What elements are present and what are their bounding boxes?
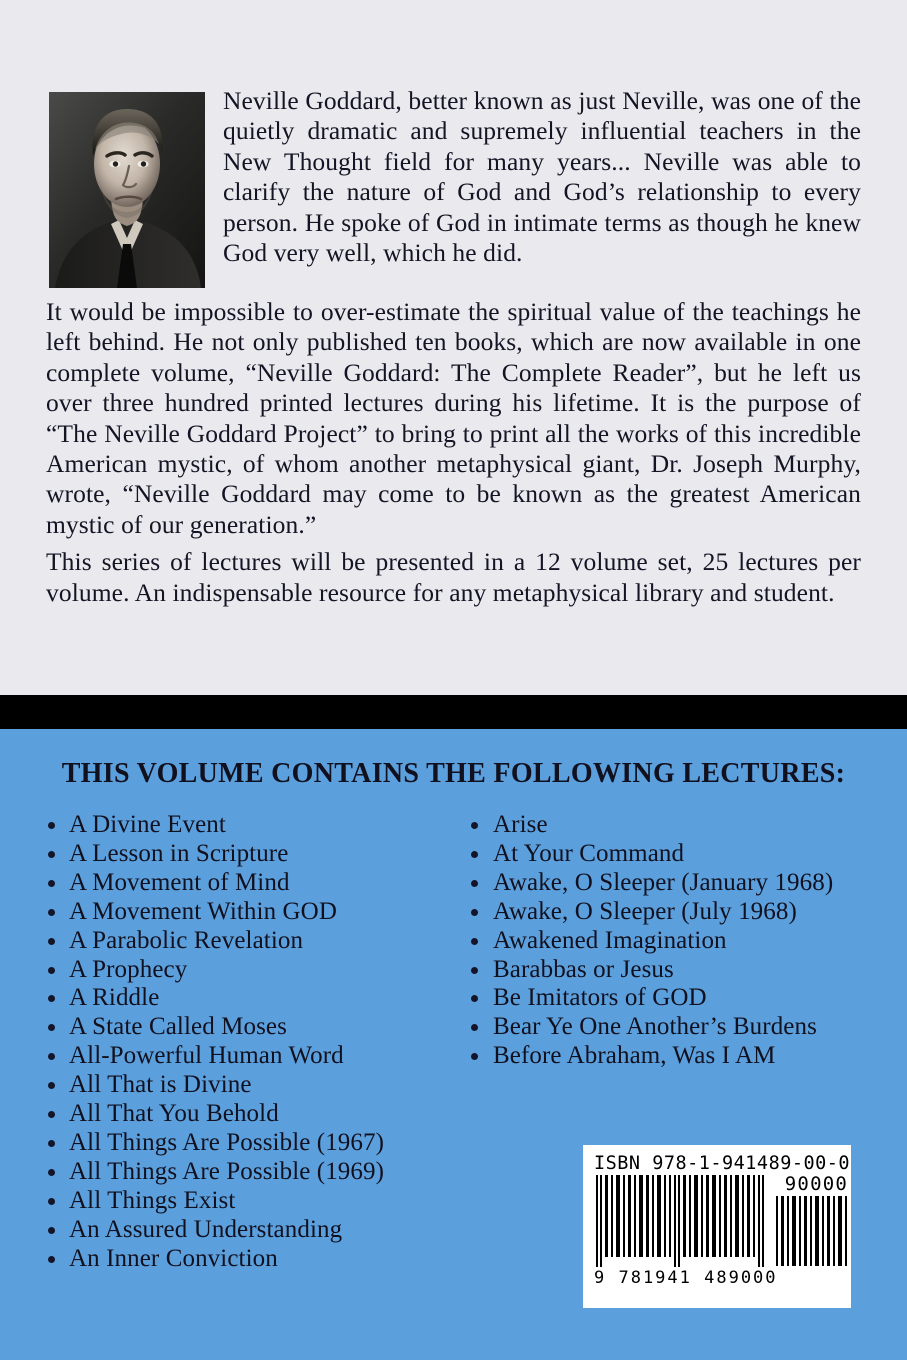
list-item — [42, 1245, 450, 1274]
bullet-icon — [48, 1111, 55, 1118]
bullet-icon — [48, 1256, 55, 1263]
lecture-title: Awake, O Sleeper (January 1968) — [493, 868, 834, 896]
list-item — [465, 840, 907, 869]
list-item — [465, 927, 907, 956]
bullet-icon — [471, 938, 478, 945]
list-item — [42, 956, 450, 985]
isbn-label: ISBN 978-1-941489-00-0 — [594, 1153, 851, 1174]
lecture-title: Before Abraham, Was I AM — [493, 1042, 776, 1070]
lecture-list-right — [465, 811, 907, 1071]
bullet-icon — [471, 967, 478, 974]
lecture-title: An Inner Conviction — [69, 1244, 278, 1272]
lecture-title: A Divine Event — [69, 811, 226, 838]
ean13-bars — [594, 1175, 766, 1267]
list-item — [42, 1071, 450, 1100]
lecture-title: All That You Behold — [69, 1100, 279, 1128]
lecture-title: All That is Divine — [69, 1071, 252, 1099]
lecture-title: A Riddle — [69, 984, 160, 1012]
portrait-artwork — [49, 92, 205, 288]
list-item — [42, 840, 450, 869]
bullet-icon — [48, 1053, 55, 1060]
list-item — [42, 1129, 450, 1158]
list-item — [42, 1013, 450, 1042]
lecture-title: Bear Ye One Another’s Burdens — [493, 1013, 817, 1041]
blurb-block — [46, 86, 861, 608]
list-item — [42, 1158, 450, 1187]
lectures-section — [0, 729, 907, 1360]
lectures-heading: THIS VOLUME CONTAINS THE FOLLOWING LECTURES: — [61, 758, 846, 789]
bullet-icon — [48, 967, 55, 974]
lecture-list-left — [42, 811, 450, 1274]
list-item — [465, 956, 907, 985]
barcode-addon-group — [774, 1175, 848, 1266]
bullet-icon — [48, 1198, 55, 1205]
bullet-icon — [471, 822, 478, 829]
list-item — [465, 811, 907, 840]
lecture-title: Barabbas or Jesus — [493, 955, 674, 983]
blurb-paragraph-3: This series of lectures will be presented in a 12 volume set, 25 lectures per volume. An indispensable resource for any metaphysical library and student. — [46, 547, 861, 607]
neville-goddard-portrait — [49, 92, 205, 288]
lecture-title: Be Imitators of GOD — [493, 984, 707, 1012]
lecture-title: A Prophecy — [69, 955, 188, 983]
list-item — [42, 1187, 450, 1216]
price-code: 90000 — [784, 1173, 848, 1196]
list-item — [42, 1042, 450, 1071]
bullet-icon — [48, 1169, 55, 1176]
list-item — [465, 869, 907, 898]
lecture-title: Awakened Imagination — [493, 926, 727, 954]
blurb-paragraph-1: Neville Goddard, better known as just Neville, was one of the quietly dramatic and supremely influential teachers in the New Thought field for many years... Neville was able to clarify the nature of God and God’s relationship to every person. He spoke of God in intimate terms as though he knew God very well, which he did. — [223, 86, 861, 268]
bullet-icon — [48, 822, 55, 829]
lecture-title: At Your Command — [493, 839, 685, 867]
bullet-icon — [471, 880, 478, 887]
list-item — [42, 1100, 450, 1129]
lecture-title: A Parabolic Revelation — [69, 926, 304, 954]
lecture-title: A Lesson in Scripture — [69, 839, 289, 867]
list-item — [42, 811, 450, 840]
list-item — [42, 869, 450, 898]
list-item — [465, 1042, 907, 1071]
lecture-title: All Things Are Possible (1967) — [69, 1128, 385, 1156]
bullet-icon — [48, 995, 55, 1002]
list-item — [465, 984, 907, 1013]
lecture-title: All Things Exist — [69, 1186, 236, 1214]
bullet-icon — [48, 909, 55, 916]
lectures-column-left — [0, 811, 450, 1274]
lecture-title: A State Called Moses — [69, 1013, 287, 1041]
ean-digits: 9 781941 489000 — [594, 1268, 778, 1289]
barcode-main-group — [594, 1175, 778, 1289]
lecture-title: All Things Are Possible (1969) — [69, 1157, 385, 1185]
lectures-column-right — [450, 811, 907, 1071]
list-item — [42, 984, 450, 1013]
lecture-title: A Movement Within GOD — [69, 897, 337, 925]
black-divider-band — [0, 695, 907, 729]
list-item — [42, 898, 450, 927]
isbn-barcode — [583, 1145, 851, 1308]
lecture-title: An Assured Understanding — [69, 1215, 343, 1243]
bullet-icon — [48, 1140, 55, 1147]
bullet-icon — [48, 1227, 55, 1234]
bullet-icon — [471, 995, 478, 1002]
barcode-body — [594, 1173, 848, 1289]
list-item — [465, 1013, 907, 1042]
lecture-title: Awake, O Sleeper (July 1968) — [493, 897, 797, 925]
bullet-icon — [48, 851, 55, 858]
bullet-icon — [48, 1082, 55, 1089]
list-item — [465, 898, 907, 927]
ean5-addon-bars — [774, 1196, 848, 1266]
bullet-icon — [471, 909, 478, 916]
bullet-icon — [471, 1024, 478, 1031]
lecture-title: Arise — [493, 811, 548, 838]
list-item — [42, 927, 450, 956]
bullet-icon — [48, 938, 55, 945]
bullet-icon — [48, 1024, 55, 1031]
bullet-icon — [471, 1053, 478, 1060]
bullet-icon — [471, 851, 478, 858]
bullet-icon — [48, 880, 55, 887]
blurb-paragraph-2: It would be impossible to over-estimate the spiritual value of the teachings he left behind. He not only published ten books, which are now available in one complete volume, “Neville Goddard: The Complete Reader”, but he left us over three hundred printed lectures during his lifetime. It is the purpose of “The Neville Goddard Project” to bring to print all the works of this incredible American mystic, of whom another metaphysical giant, Dr. Joseph Murphy, wrote, “Neville Goddard may come to be known as the greatest American mystic of our generation.” — [46, 297, 861, 539]
lecture-title: All-Powerful Human Word — [69, 1042, 344, 1070]
list-item — [42, 1216, 450, 1245]
lecture-title: A Movement of Mind — [69, 868, 290, 896]
